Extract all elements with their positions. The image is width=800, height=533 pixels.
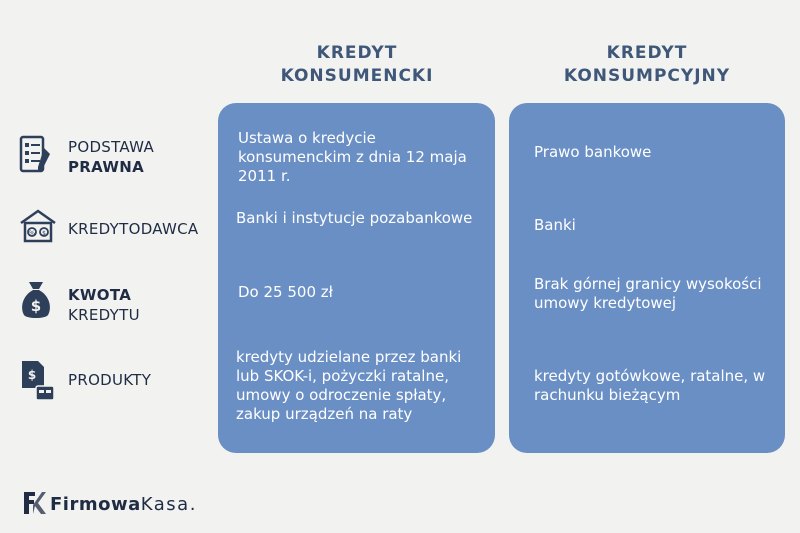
- row-label-line1: KWOTA: [68, 286, 132, 304]
- bank-house-icon: [18, 208, 58, 244]
- logo-wordmark-dot: .: [189, 494, 196, 515]
- document-list-icon: [18, 134, 54, 176]
- legal-basis-value: Prawo bankowe: [534, 143, 652, 161]
- svg-text:$: $: [30, 297, 42, 315]
- svg-text:%: %: [29, 230, 35, 237]
- column-header-consumer-credit: [217, 42, 497, 88]
- fk-logo-mark-icon: [22, 490, 46, 516]
- column-header-line2: KONSUMENCKI: [280, 66, 434, 86]
- row-label-legal-basis: [68, 137, 154, 177]
- svg-text:$: $: [42, 230, 46, 237]
- credit-amount-value: Brak górnej granicy wysokości umowy kredytowej: [534, 275, 762, 312]
- consumer-credit-panel: [218, 103, 495, 453]
- row-label-products: [68, 370, 151, 390]
- legal-basis-value: Ustawa o kredycie konsumenckim z dnia 12 maja 2011 r.: [238, 129, 467, 185]
- row-label-line1: KREDYTODAWCA: [68, 220, 199, 238]
- row-label-line1: PODSTAWA: [68, 138, 155, 156]
- row-label-line2: PRAWNA: [68, 158, 144, 176]
- money-bag-icon: [18, 278, 54, 322]
- logo-wordmark: [50, 494, 196, 515]
- lender-value: Banki i instytucje pozabankowe: [236, 209, 473, 227]
- svg-text:$: $: [27, 368, 37, 382]
- column-header-line2: KONSUMPCYJNY: [563, 66, 731, 86]
- row-label-line2: KREDYTU: [68, 306, 140, 324]
- row-label-credit-amount: [68, 285, 140, 325]
- lender-value: Banki: [534, 216, 576, 234]
- column-header-line1: KREDYT: [606, 43, 688, 63]
- column-header-line1: KREDYT: [316, 43, 398, 63]
- row-label-line1: PRODUKTY: [68, 371, 152, 389]
- row-label-lender: [68, 219, 199, 239]
- document-card-icon: [18, 358, 58, 402]
- logo-wordmark-part1: Firmowa: [50, 494, 141, 515]
- consumption-credit-panel: [509, 103, 785, 453]
- logo-wordmark-part2: Kasa: [140, 494, 190, 515]
- products-value: kredyty udzielane przez banki lub SKOK-i, pożyczki ratalne, umowy o odroczenie spłaty, zakup urządzeń na raty: [236, 348, 462, 423]
- credit-amount-value: Do 25 500 zł: [238, 283, 333, 301]
- column-header-consumption-credit: [507, 42, 787, 88]
- products-value: kredyty gotówkowe, ratalne, w rachunku bieżącym: [534, 367, 766, 404]
